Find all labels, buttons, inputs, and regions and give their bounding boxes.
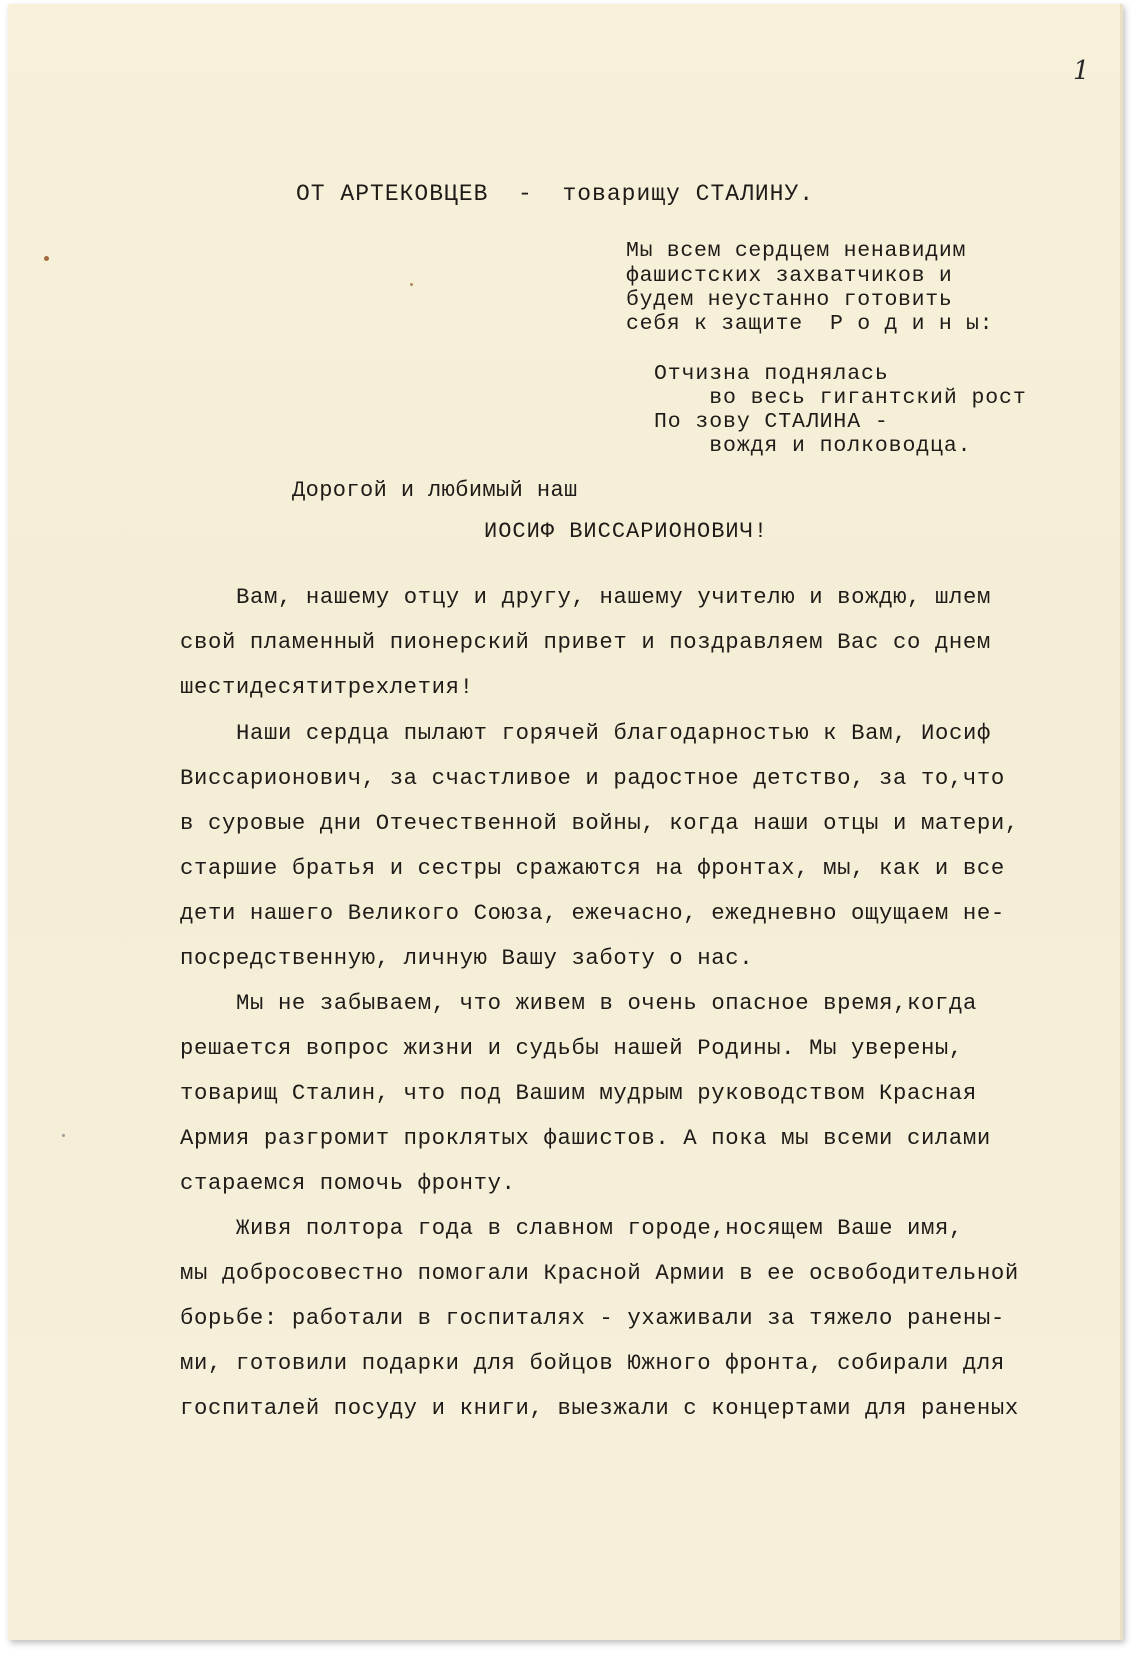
paper-speck	[44, 256, 49, 261]
poem-line: Отчизна поднялась	[654, 362, 889, 386]
body-line: Живя полтора года в славном городе,носящем Ваше имя,	[236, 1215, 963, 1241]
body-line: решается вопрос жизни и судьбы нашей Родины. Мы уверены,	[180, 1035, 963, 1061]
body-line: Наши сердца пылают горячей благодарностью к Вам, Иосиф	[236, 720, 991, 746]
poem-line: По зову СТАЛИНА -	[654, 410, 889, 434]
page-number: 1	[1073, 56, 1090, 86]
body-line: Армия разгромит проклятых фашистов. А пока мы всеми силами	[180, 1125, 991, 1151]
body-line: товарищ Сталин, что под Вашим мудрым руководством Красная	[180, 1080, 977, 1106]
body-line: Виссарионович, за счастливое и радостное детство, за то,что	[180, 765, 1005, 791]
poem-line: вождя и полководца.	[654, 434, 972, 458]
body-line: госпиталей посуду и книги, выезжали с концертами для раненых	[180, 1395, 1019, 1421]
paper-speck	[410, 283, 413, 286]
epigraph-line: себя к защите Р о д и н ы:	[626, 312, 994, 336]
body-line: в суровые дни Отечественной войны, когда наши отцы и матери,	[180, 810, 1019, 836]
body-line: стараемся помочь фронту.	[180, 1170, 516, 1196]
typewritten-page	[8, 4, 1123, 1640]
body-line: Вам, нашему отцу и другу, нашему учителю и вождю, шлем	[236, 584, 991, 610]
body-line: посредственную, личную Вашу заботу о нас.	[180, 945, 754, 971]
body-line: свой пламенный пионерский привет и поздравляем Вас со днем	[180, 629, 991, 655]
poem-line: во весь гигантский рост	[654, 386, 1027, 410]
salutation-line: Дорогой и любимый наш	[292, 478, 578, 503]
body-line: борьбе: работали в госпиталях - ухаживали за тяжело ранены-	[180, 1305, 1005, 1331]
epigraph-line: будем неустанно готовить	[626, 288, 953, 312]
addressee-name: ИОСИФ ВИССАРИОНОВИЧ!	[484, 519, 769, 544]
letter-title: ОТ АРТЕКОВЦЕВ - товарищу СТАЛИНУ.	[296, 181, 815, 207]
body-line: дети нашего Великого Союза, ежечасно, ежедневно ощущаем не-	[180, 900, 1005, 926]
epigraph-line: Мы всем сердцем ненавидим	[626, 239, 967, 263]
body-line: ми, готовили подарки для бойцов Южного фронта, собирали для	[180, 1350, 1005, 1376]
body-line: Мы не забываем, что живем в очень опасное время,когда	[236, 990, 977, 1016]
paper-speck	[62, 1134, 65, 1137]
body-line: мы добросовестно помогали Красной Армии в ее освободительной	[180, 1260, 1019, 1286]
epigraph-line: фашистских захватчиков и	[626, 264, 953, 288]
body-line: старшие братья и сестры сражаются на фронтах, мы, как и все	[180, 855, 1005, 881]
body-line: шестидесятитрехлетия!	[180, 674, 474, 700]
